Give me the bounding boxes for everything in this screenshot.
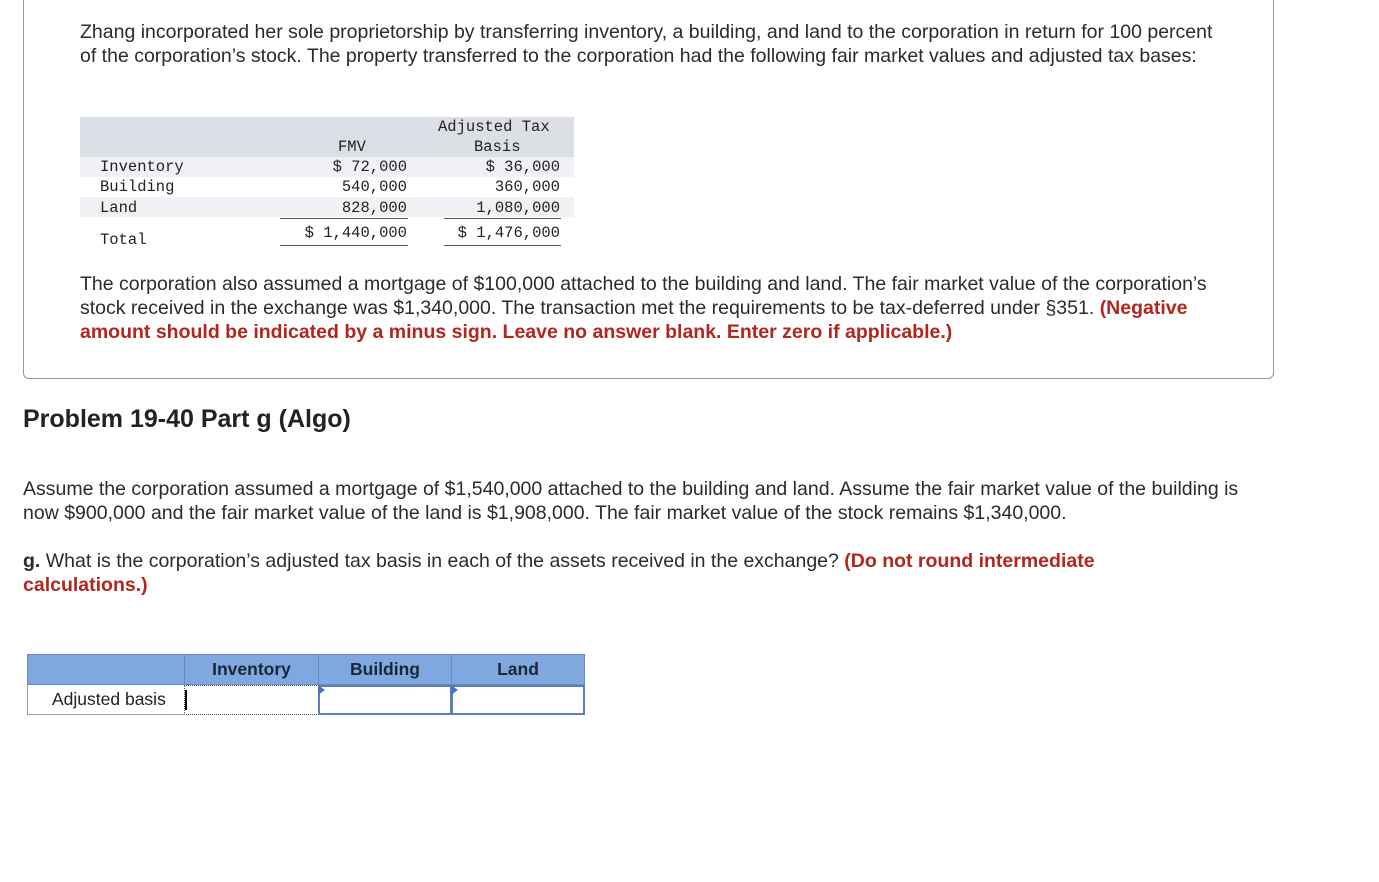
total-rule-fmv bbox=[280, 245, 408, 246]
building-input-marker-icon bbox=[318, 685, 325, 695]
question-paragraph bbox=[23, 550, 1183, 598]
answer-instruction: (Negative amount should be indicated by a minus sign. Leave no answer blank. Enter zero if applicable.) bbox=[80, 296, 1188, 343]
question-instruction: (Do not round intermediate calculations.) bbox=[23, 550, 1095, 596]
question-label: g. bbox=[23, 550, 41, 572]
answer-header-building: Building bbox=[318, 654, 452, 685]
row-atb-inventory: $ 36,000 bbox=[485, 158, 560, 176]
answer-header-land: Land bbox=[451, 654, 585, 685]
problem-heading: Problem 19-40 Part g (Algo) bbox=[23, 405, 351, 433]
total-atb: $ 1,476,000 bbox=[457, 224, 560, 242]
building-basis-input[interactable] bbox=[318, 685, 452, 715]
inventory-basis-input[interactable] bbox=[184, 685, 319, 715]
header-atb-line2: Basis bbox=[474, 138, 521, 156]
row-fmv-building: 540,000 bbox=[341, 178, 407, 196]
mortgage-text: The corporation also assumed a mortgage of $100,000 attached to the building and land. The fair market value of the corporation’s stock received in the exchange was $1,340,000. The transaction met the requirements to be tax-deferred under §351. bbox=[80, 273, 1207, 319]
header-fmv: FMV bbox=[338, 138, 366, 156]
intro-paragraph: Zhang incorporated her sole proprietorship by transferring inventory, a building, and land to the corporation in return for 100 percent of the corporation’s stock. The property transferred to the corporation had the following fair market values and adjusted tax bases: bbox=[80, 21, 1213, 67]
row-label-building: Building bbox=[100, 178, 175, 196]
row-label-total: Total bbox=[100, 231, 147, 249]
answer-header-inventory: Inventory bbox=[184, 654, 319, 685]
row-fmv-land: 828,000 bbox=[341, 199, 407, 217]
row-atb-land: 1,080,000 bbox=[476, 199, 560, 217]
assumption-paragraph: Assume the corporation assumed a mortgage of $1,540,000 attached to the building and land. Assume the fair market value of the building is now $900,000 and the fair market value of the land is $1,908,000. The fair market value of the stock remains $1,340,000. bbox=[23, 478, 1239, 524]
answer-row-label: Adjusted basis bbox=[27, 685, 185, 715]
subtotal-rule-atb bbox=[444, 218, 561, 219]
land-basis-input[interactable] bbox=[451, 685, 585, 715]
text-caret bbox=[185, 690, 187, 710]
row-label-inventory: Inventory bbox=[100, 158, 184, 176]
row-label-land: Land bbox=[100, 199, 138, 217]
adjusted-basis-answer-table bbox=[27, 654, 585, 716]
land-input-marker-icon bbox=[451, 685, 458, 695]
total-rule-atb bbox=[444, 245, 561, 246]
mortgage-paragraph bbox=[80, 273, 1230, 344]
subtotal-rule-fmv bbox=[280, 218, 408, 219]
row-fmv-inventory: $ 72,000 bbox=[332, 158, 407, 176]
answer-header-blank bbox=[27, 654, 185, 685]
row-atb-building: 360,000 bbox=[494, 178, 560, 196]
total-fmv: $ 1,440,000 bbox=[304, 224, 407, 242]
header-atb-line1: Adjusted Tax bbox=[438, 118, 550, 136]
question-text: What is the corporation’s adjusted tax basis in each of the assets received in the exchange? bbox=[40, 550, 845, 572]
